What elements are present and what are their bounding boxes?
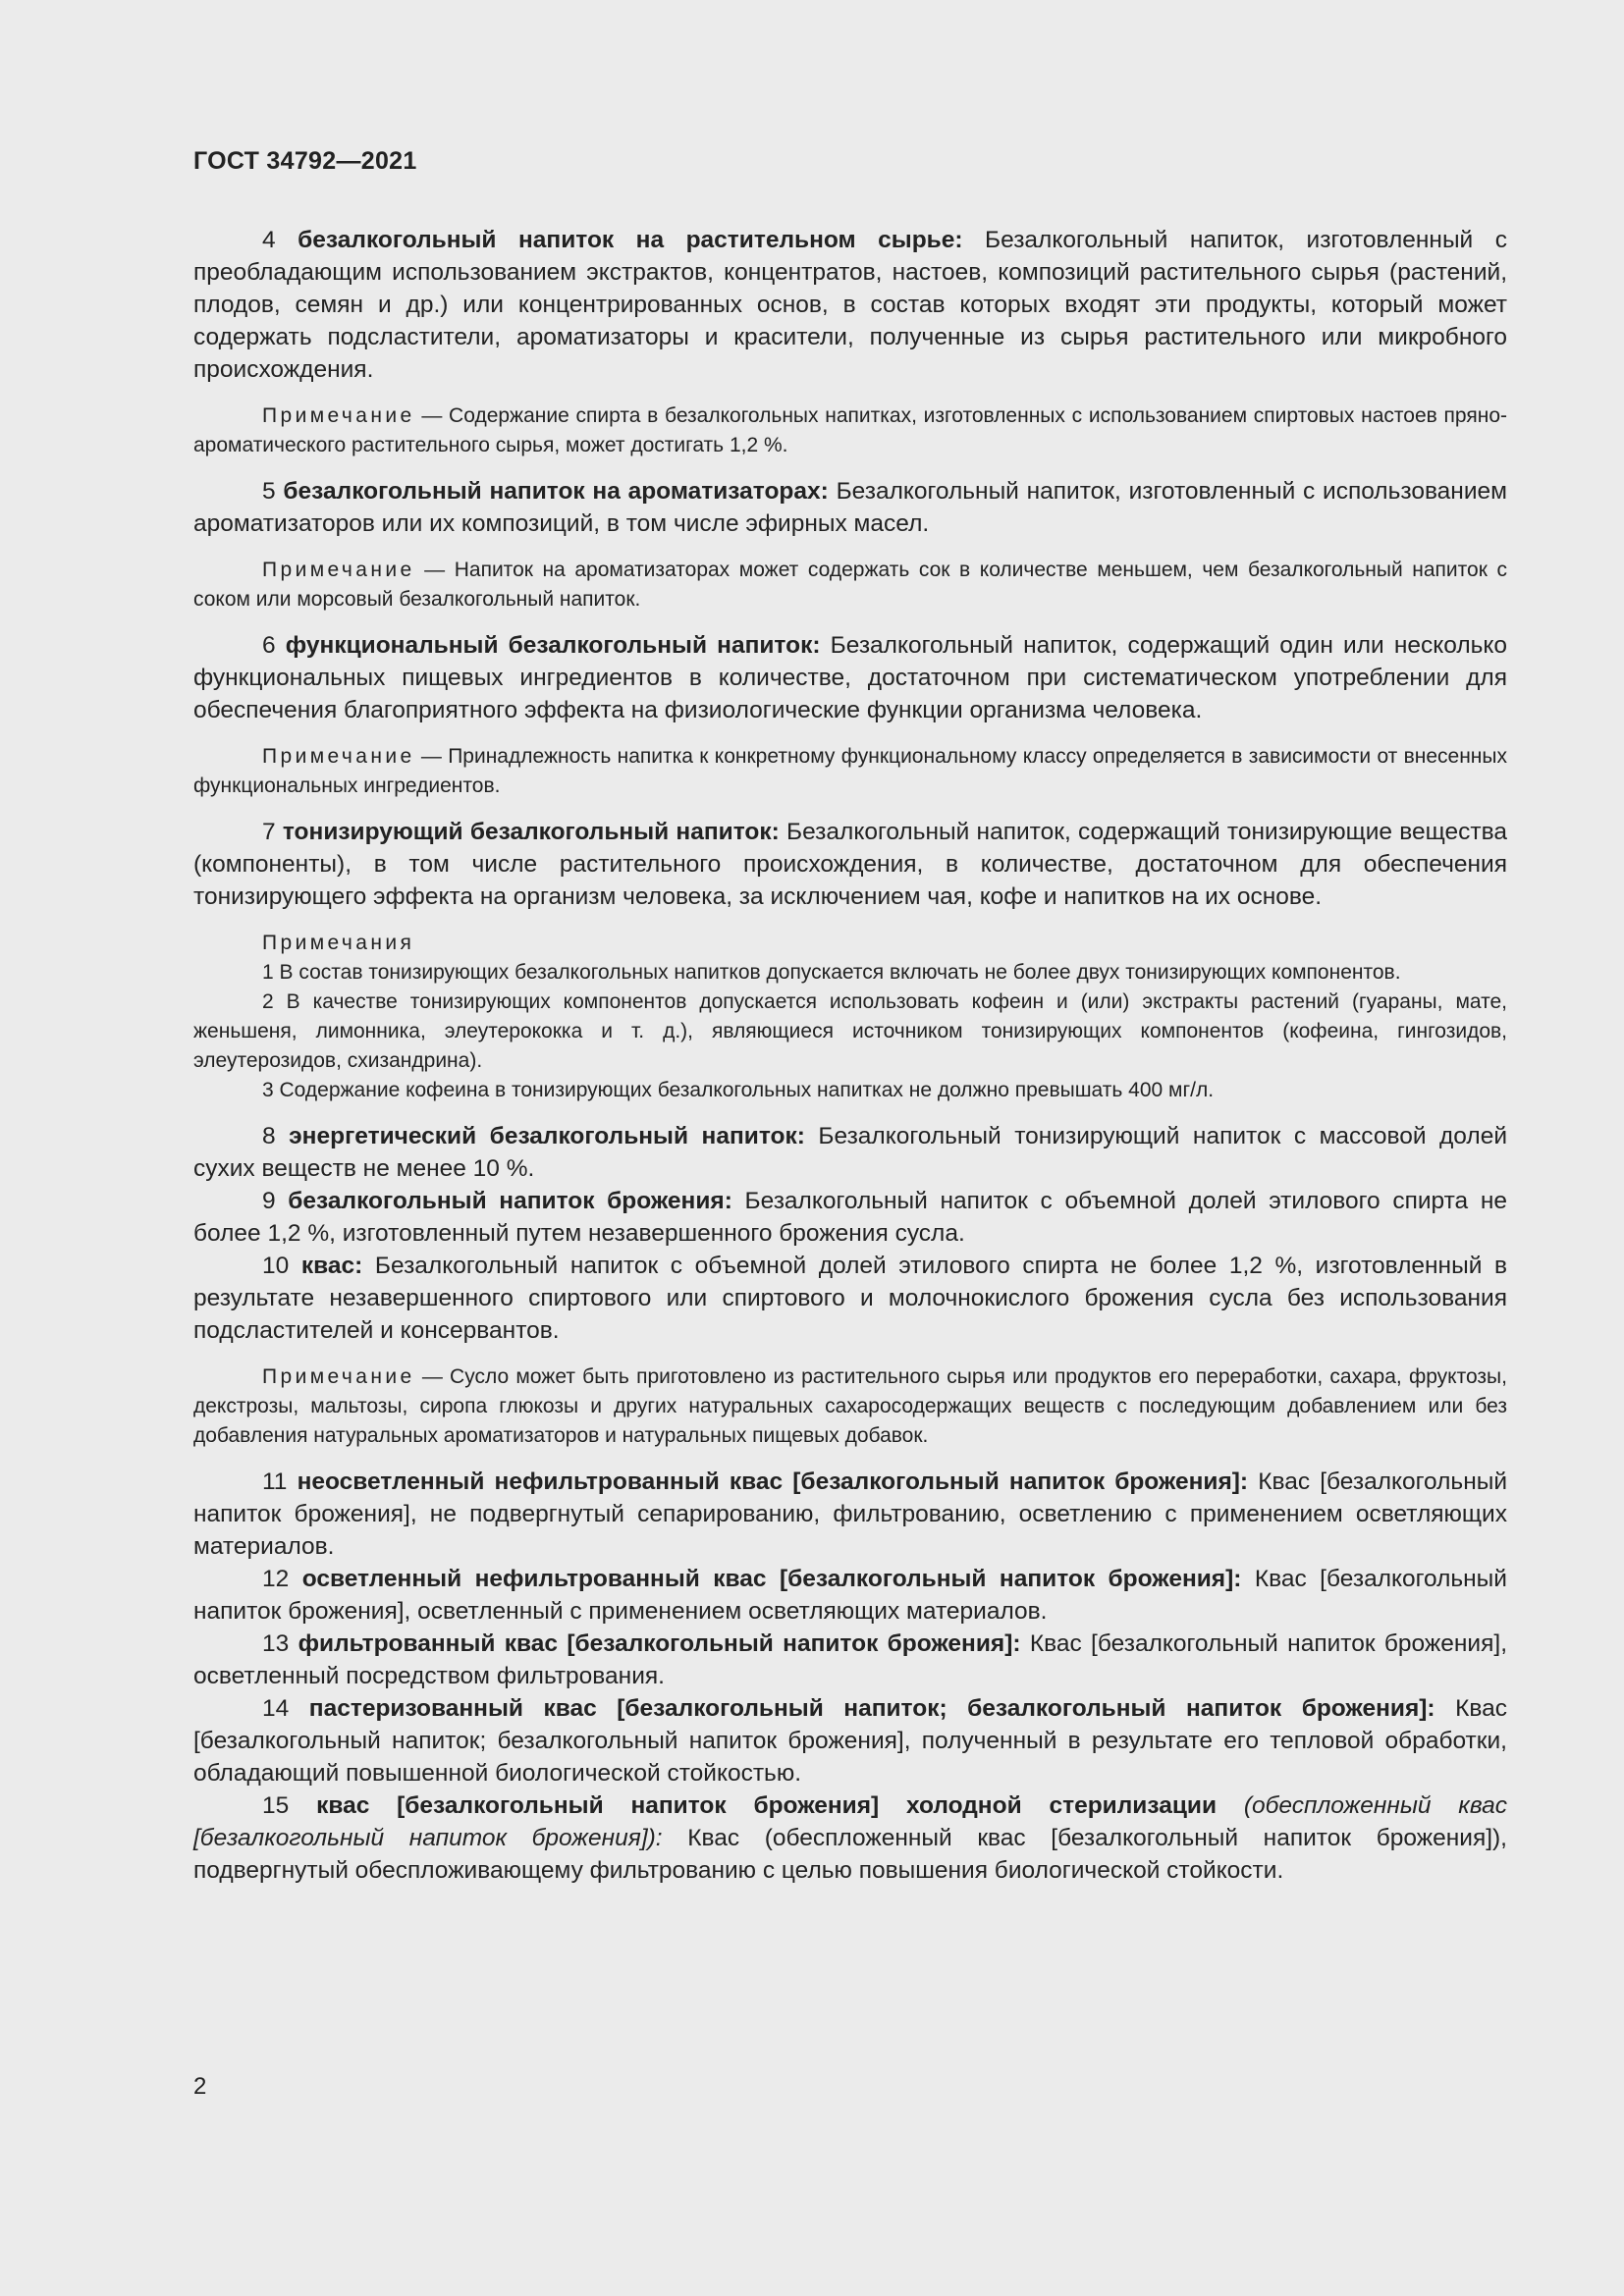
term-title: безалкогольный напиток на растительном сырье: (298, 227, 963, 253)
note-text: — Сусло может быть приготовлено из растительного сырья или продуктов его переработки, сахара, фруктозы, декстрозы, мальтозы, сиропа глюкозы и других натуральных сахаросодержащих веществ с последующим добавлением или без добавления натуральных ароматизаторов и натуральных пищевых добавок. (193, 1365, 1507, 1447)
term-title: безалкогольный напиток брожения: (288, 1188, 732, 1214)
note-text: — Содержание спирта в безалкогольных напитках, изготовленных с использованием спиртовых настоев пряно-ароматического растительного сырья, может достигать 1,2 %. (193, 404, 1507, 456)
note (193, 742, 1507, 801)
term-number: 13 (262, 1630, 290, 1657)
term-5 (193, 475, 1507, 540)
term-6 (193, 629, 1507, 726)
term-number: 4 (262, 227, 276, 253)
term-definition: Безалкогольный напиток, изготовленный с использованием ароматизаторов или их композиций, в том числе эфирных масел. (193, 478, 1507, 537)
note-label: Примечание (262, 559, 415, 581)
term-definition: Безалкогольный напиток с объемной долей этилового спирта не более 1,2 %, изготовленный в результате незавершенного спиртового или спиртового и молочнокислого брожения сусла без использования подсластителей и консервантов. (193, 1253, 1507, 1344)
term-number: 10 (262, 1253, 290, 1279)
term-definition: Безалкогольный напиток, содержащий тонизирующие вещества (компоненты), в том числе растительного происхождения, в количестве, достаточном для обеспечения тонизирующего эффекта на организм человека, за исключением чая, кофе и напитков на их основе. (193, 819, 1507, 910)
term-synonym: (обеспложенный квас [безалкогольный напиток брожения]): (193, 1792, 1507, 1851)
term-title: квас: (300, 1253, 363, 1279)
term-definition: Квас [безалкогольный напиток; безалкогольный напиток брожения], полученный в результате его тепловой обработки, обладающий повышенной биологической стойкостью. (193, 1695, 1507, 1787)
term-number: 8 (262, 1123, 276, 1149)
note-item: 3 Содержание кофеина в тонизирующих безалкогольных напитках не должно превышать 400 мг/л. (262, 1079, 1215, 1101)
term-number: 7 (262, 819, 276, 845)
term-number: 9 (262, 1188, 276, 1214)
term-title: осветленный нефильтрованный квас [безалкогольный напиток брожения]: (301, 1566, 1242, 1592)
term-8 (193, 1120, 1507, 1185)
term-number: 12 (262, 1566, 290, 1592)
term-number: 6 (262, 632, 276, 659)
note-label: Примечание (262, 1365, 415, 1388)
term-definition: Безалкогольный тонизирующий напиток с массовой долей сухих веществ не менее 10 %. (193, 1123, 1508, 1182)
term-definition: Безалкогольный напиток с объемной долей этилового спирта не более 1,2 %, изготовленный путем незавершенного брожения сусла. (193, 1188, 1507, 1247)
note (193, 401, 1507, 460)
term-title: пастеризованный квас [безалкогольный напиток; безалкогольный напиток брожения]: (308, 1695, 1435, 1722)
term-title: энергетический безалкогольный напиток: (289, 1123, 805, 1149)
page-number: 2 (193, 2073, 207, 2100)
term-number: 11 (262, 1468, 288, 1495)
term-12 (193, 1563, 1507, 1628)
term-15 (193, 1789, 1507, 1887)
term-title: функциональный безалкогольный напиток: (285, 632, 821, 659)
term-title: фильтрованный квас [безалкогольный напиток брожения]: (298, 1630, 1021, 1657)
note-item: 1 В состав тонизирующих безалкогольных напитков допускается включать не более двух тонизирующих компонентов. (262, 961, 1401, 984)
term-definition: Квас [безалкогольный напиток брожения], осветленный с применением осветляющих материалов. (193, 1566, 1507, 1625)
term-9 (193, 1185, 1507, 1250)
term-title: тонизирующий безалкогольный напиток: (282, 819, 780, 845)
term-number: 5 (262, 478, 276, 505)
term-11 (193, 1466, 1507, 1563)
term-7 (193, 816, 1507, 913)
term-definition: Квас [безалкогольный напиток брожения], осветленный посредством фильтрования. (193, 1630, 1508, 1689)
note-label: Примечание (262, 404, 415, 427)
term-definition: Квас [безалкогольный напиток брожения], не подвергнутый сепарированию, фильтрованию, осветлению с применением осветляющих материалов. (193, 1468, 1508, 1560)
term-10 (193, 1250, 1507, 1347)
term-title: квас [безалкогольный напиток брожения] холодной стерилизации (316, 1792, 1218, 1819)
document-header: ГОСТ 34792—2021 (193, 147, 417, 175)
term-title: неосветленный нефильтрованный квас [безалкогольный напиток брожения]: (297, 1468, 1249, 1495)
note (193, 1362, 1507, 1451)
term-title: безалкогольный напиток на ароматизаторах: (283, 478, 829, 505)
note-label: Примечание (262, 745, 415, 768)
note-text: — Принадлежность напитка к конкретному функциональному классу определяется в зависимости от внесенных функциональных ингредиентов. (193, 745, 1507, 797)
term-4 (193, 224, 1507, 386)
document-body (193, 224, 1507, 1887)
term-definition: Квас (обеспложенный квас [безалкогольный напиток брожения]), подвергнутый обеспложивающему фильтрованию с целью повышения биологической стойкости. (193, 1825, 1507, 1884)
notes-title: Примечания (262, 932, 415, 954)
term-14 (193, 1692, 1507, 1789)
term-number: 14 (262, 1695, 290, 1722)
term-definition: Безалкогольный напиток, изготовленный с преобладающим использованием экстрактов, концентратов, настоев, композиций растительного сырья (растений, плодов, семян и др.) или концентрированных основ, в состав которых входят эти продукты, который может содержать подсластители, ароматизаторы и красители, полученные из сырья растительного или микробного происхождения. (193, 227, 1507, 383)
note-text: — Напиток на ароматизаторах может содержать сок в количестве меньшем, чем безалкогольный напиток с соком или морсовый безалкогольный напиток. (193, 559, 1507, 611)
term-13 (193, 1628, 1507, 1692)
term-definition: Безалкогольный напиток, содержащий один или несколько функциональных пищевых ингредиентов в количестве, достаточном при систематическом употреблении для обеспечения благоприятного эффекта на физиологические функции организма человека. (193, 632, 1508, 723)
note-item: 2 В качестве тонизирующих компонентов допускается использовать кофеин и (или) экстракты растений (гуараны, мате, женьшеня, лимонника, элеутерококка и т. д.), являющиеся источником тонизирующих компонентов (кофеина, гингозидов, элеутерозидов, схизандрина). (193, 990, 1507, 1072)
note (193, 556, 1507, 614)
term-number: 15 (262, 1792, 290, 1819)
